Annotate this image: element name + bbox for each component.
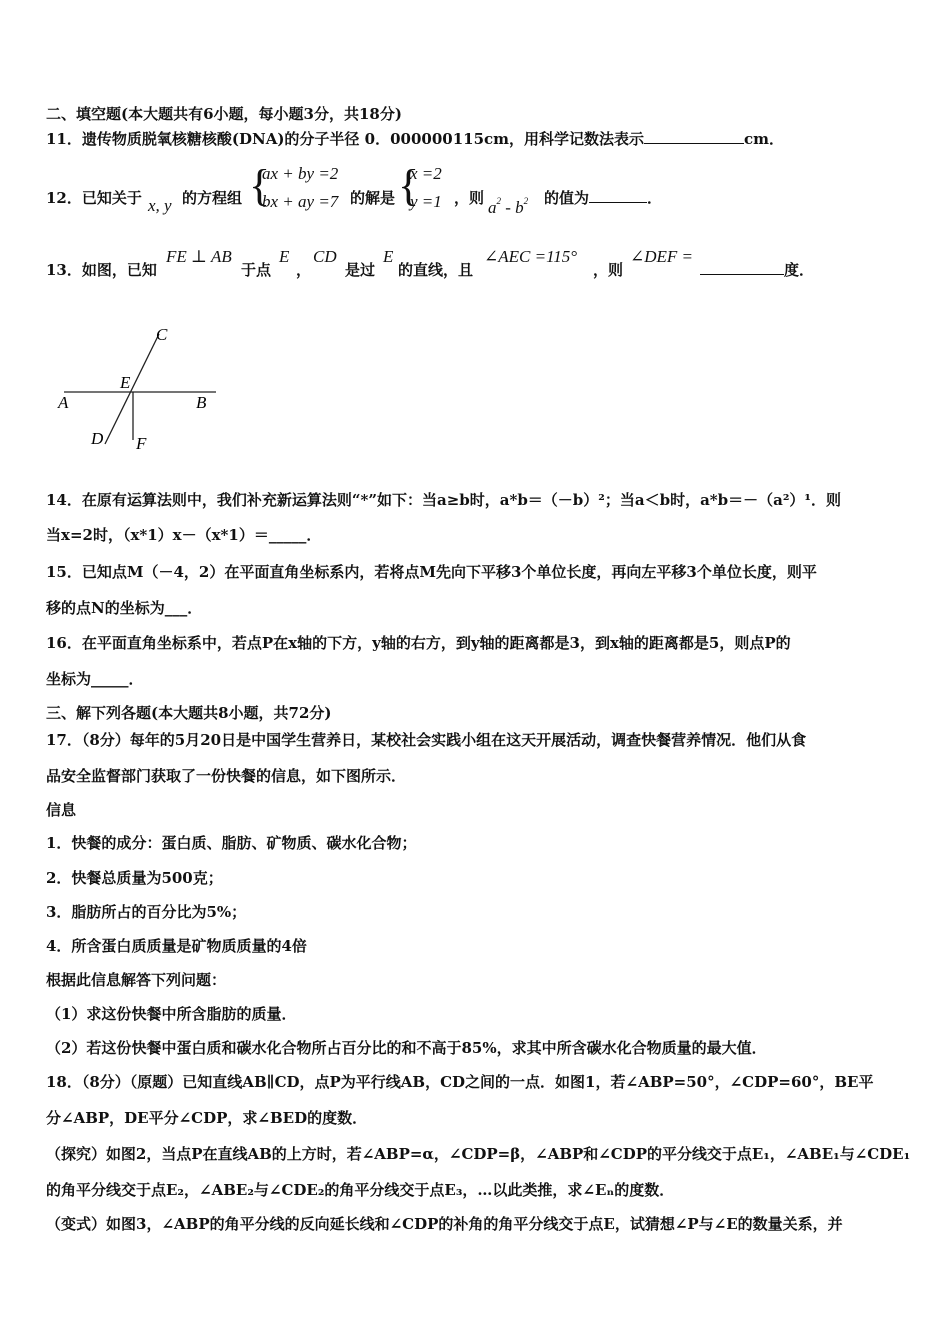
- q13-angle-def: ∠DEF =: [630, 247, 694, 266]
- q12-equation-1: ax + by =2: [262, 164, 339, 183]
- q12-system-brace: {: [249, 161, 271, 210]
- q13-answer-blank: [700, 260, 784, 275]
- q12-post-text: 的值为: [544, 189, 590, 207]
- q12-pre: 12．已知关于: [46, 189, 142, 207]
- q13-t1: 于点: [241, 261, 272, 279]
- q12-expr-a: a: [488, 198, 497, 217]
- label-c: C: [156, 325, 168, 344]
- q16-line-2: 坐标为_____．: [46, 670, 144, 688]
- q12-exponent-b: 2: [523, 196, 529, 206]
- q12-solution-2: y =1: [410, 192, 442, 211]
- q13-perp: FE ⊥ AB: [166, 247, 232, 266]
- q13-t3: 是过: [345, 261, 376, 279]
- q18-line-2: 分∠ABP，DE平分∠CDP，求∠BED的度数．: [46, 1109, 368, 1127]
- q15-line-2: 移的点N的坐标为___．: [46, 599, 203, 617]
- q12-equation-2: bx + ay =7: [262, 192, 339, 211]
- q17-info-4: 4．所含蛋白质质量是矿物质质量的4倍: [46, 937, 307, 955]
- q11-unit: cm．: [744, 130, 785, 148]
- q18-line-5: （变式）如图3，∠ABP的角平分线的反向延长线和∠CDP的补角的角平分线交于点E，试猜想∠P与∠E的数量关系，并: [46, 1215, 843, 1233]
- q18-line-3: （探究）如图2，当点P在直线AB的上方时，若∠ABP=α，∠CDP=β，∠ABP和∠CDP的平分线交于点E₁，∠ABE₁与∠CDE₁: [46, 1145, 911, 1163]
- q13-post: [700, 260, 814, 280]
- question-11: [46, 129, 784, 149]
- q12-expression: [488, 198, 528, 218]
- q17-sub-1: （1）求这份快餐中所含脂肪的质量．: [46, 1005, 297, 1023]
- label-b: B: [196, 393, 207, 412]
- q11-answer-blank: [644, 129, 744, 144]
- q12-mid1: 的方程组: [182, 189, 243, 207]
- q13-t4: 的直线，且: [398, 261, 474, 279]
- q11-text: 11．遗传物质脱氧核糖核酸(DNA)的分子半径 0．000000115cm，用科学记数法表示: [46, 130, 645, 148]
- q13-figure: [50, 318, 230, 458]
- q12-vars: x, y: [148, 196, 172, 215]
- q17-prompt: 根据此信息解答下列问题：: [46, 971, 227, 989]
- q17-sub-2: （2）若这份快餐中蛋白质和碳水化合物所占百分比的和不高于85%，求其中所含碳水化合物质量的最大值．: [46, 1039, 767, 1057]
- q12-solution-brace: {: [398, 161, 420, 210]
- label-f: F: [136, 434, 147, 453]
- q12-mid2: 的解是: [350, 189, 396, 207]
- section-2-header: 二、填空题(本大题共有6小题，每小题3分，共18分): [46, 105, 402, 123]
- q17-info-2: 2．快餐总质量为500克；: [46, 869, 223, 887]
- q17-info-title: 信息: [46, 801, 77, 819]
- q13-t5: ，则: [593, 261, 624, 279]
- q13-point-e: E: [279, 247, 290, 266]
- q12-expr-op: - b: [505, 198, 524, 217]
- q17-line-1: 17．（8分）每年的5月20日是中国学生营养日，某校社会实践小组在这天开展活动，调查快餐营养情况．他们从食: [46, 731, 807, 749]
- q12-exponent-a: 2: [496, 196, 501, 206]
- q14-line-1: 14．在原有运算法则中，我们补充新运算法则“*”如下：当a≥b时，a*b＝（－b）²；当a＜b时，a*b＝－（a²）¹．则: [46, 491, 841, 509]
- section-3-header: 三、解下列各题(本大题共8小题，共72分): [46, 704, 332, 722]
- q13-post-text: 度．: [784, 261, 815, 279]
- q13-line-cd: CD: [313, 247, 337, 266]
- label-a: A: [58, 393, 69, 412]
- q18-line-4: 的角平分线交于点E₂，∠ABE₂与∠CDE₂的角平分线交于点E₃，…以此类推，求∠Eₙ的度数．: [46, 1181, 675, 1199]
- q12-solution-1: x =2: [410, 164, 442, 183]
- q12-post: [544, 188, 662, 208]
- line-cd: [105, 334, 159, 444]
- q14-line-2: 当x=2时，（x*1）x－（x*1）＝_____．: [46, 526, 322, 544]
- label-e: E: [120, 373, 131, 392]
- q12-mid3: ，则: [454, 189, 485, 207]
- q18-line-1: 18．（8分）（原题）已知直线AB∥CD，点P为平行线AB，CD之间的一点．如图1，若∠ABP=50°，∠CDP=60°，BE平: [46, 1073, 874, 1091]
- q16-line-1: 16．在平面直角坐标系中，若点P在x轴的下方，y轴的右方，到y轴的距离都是3，到x轴的距离都是5，则点P的: [46, 634, 791, 652]
- q13-point-e-2: E: [383, 247, 394, 266]
- q12-end: ．: [647, 189, 663, 207]
- q13-angle-aec: ∠AEC =115°: [484, 247, 578, 266]
- label-d: D: [91, 429, 104, 448]
- q15-line-1: 15．已知点M（－4，2）在平面直角坐标系内，若将点M先向下平移3个单位长度，再向左平移3个单位长度，则平: [46, 563, 817, 581]
- q17-line-2: 品安全监督部门获取了一份快餐的信息，如下图所示．: [46, 767, 407, 785]
- q13-pre: 13．如图，已知: [46, 261, 157, 279]
- q17-info-1: 1．快餐的成分：蛋白质、脂肪、矿物质、碳水化合物；: [46, 834, 417, 852]
- q17-info-3: 3．脂肪所占的百分比为5%；: [46, 903, 247, 921]
- q12-answer-blank: [589, 188, 647, 203]
- q13-t2: ，: [296, 261, 312, 279]
